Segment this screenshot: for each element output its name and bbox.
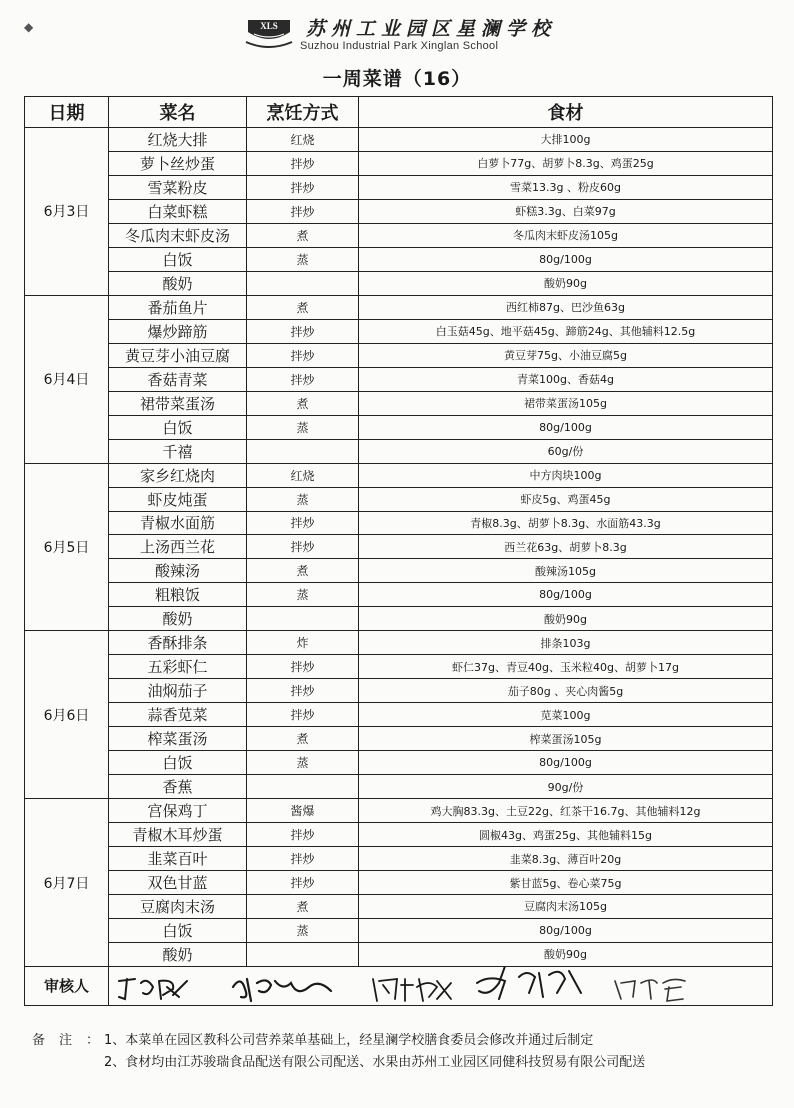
- signature-4: [469, 966, 589, 1005]
- dish-name: 香酥排条: [109, 631, 247, 655]
- dish-name: 榨菜蛋汤: [109, 727, 247, 751]
- cooking-method: 拌炒: [247, 871, 359, 895]
- cooking-method: 拌炒: [247, 823, 359, 847]
- signature-2: [227, 973, 337, 1003]
- table-header-row: [25, 97, 773, 128]
- dish-name: 家乡红烧肉: [109, 463, 247, 487]
- dish-name: 冬瓜肉末虾皮汤: [109, 223, 247, 247]
- ingredients: 虾糕3.3g、白菜97g: [359, 199, 773, 223]
- cooking-method: 红烧: [247, 463, 359, 487]
- dish-name: 五彩虾仁: [109, 655, 247, 679]
- day-date: 6月5日: [25, 463, 109, 631]
- ingredients: 黄豆芽75g、小油豆腐5g: [359, 343, 773, 367]
- ingredients: 中方肉块100g: [359, 463, 773, 487]
- menu-row: [25, 847, 773, 871]
- ingredients: 冬瓜肉末虾皮汤105g: [359, 223, 773, 247]
- menu-row: [25, 942, 773, 966]
- dish-name: 双色甘蓝: [109, 871, 247, 895]
- dish-name: 青椒木耳炒蛋: [109, 823, 247, 847]
- menu-row: [25, 583, 773, 607]
- cooking-method: 红烧: [247, 128, 359, 152]
- dish-name: 韭菜百叶: [109, 847, 247, 871]
- review-label: 审核人: [25, 966, 109, 1005]
- dish-name: 酸奶: [109, 607, 247, 631]
- ingredients: 80g/100g: [359, 918, 773, 942]
- corner-mark: ◆: [24, 20, 34, 34]
- cooking-method: 煮: [247, 295, 359, 319]
- cooking-method: 拌炒: [247, 703, 359, 727]
- menu-row: [25, 487, 773, 511]
- ingredients: 鸡大胸83.3g、土豆22g、红茶干16.7g、其他辅料12g: [359, 799, 773, 823]
- ingredients: 虾皮5g、鸡蛋45g: [359, 487, 773, 511]
- ingredients: 大排100g: [359, 128, 773, 152]
- menu-row: [25, 247, 773, 271]
- ingredients: 80g/100g: [359, 415, 773, 439]
- ingredients: 排条103g: [359, 631, 773, 655]
- menu-body: [25, 128, 773, 967]
- day-date: 6月3日: [25, 128, 109, 296]
- ingredients: 西红柿87g、巴沙鱼63g: [359, 295, 773, 319]
- menu-row: [25, 511, 773, 535]
- cooking-method: [247, 439, 359, 463]
- dish-name: 宫保鸡丁: [109, 799, 247, 823]
- menu-row: [25, 151, 773, 175]
- ingredients: 紫甘蓝5g、卷心菜75g: [359, 871, 773, 895]
- review-row: [25, 966, 773, 1005]
- col-header-dish: 菜名: [109, 97, 247, 128]
- ingredients: 豆腐肉末汤105g: [359, 895, 773, 919]
- menu-row: [25, 295, 773, 319]
- dish-name: 白饭: [109, 247, 247, 271]
- dish-name: 白菜虾糕: [109, 199, 247, 223]
- cooking-method: 煮: [247, 559, 359, 583]
- menu-row: [25, 607, 773, 631]
- cooking-method: 蒸: [247, 583, 359, 607]
- ingredients: 酸奶90g: [359, 607, 773, 631]
- cooking-method: 蒸: [247, 918, 359, 942]
- cooking-method: 拌炒: [247, 679, 359, 703]
- dish-name: 酸奶: [109, 942, 247, 966]
- cooking-method: 拌炒: [247, 199, 359, 223]
- ingredients: 酸奶90g: [359, 942, 773, 966]
- dish-name: 裙带菜蛋汤: [109, 391, 247, 415]
- signature-3: [367, 973, 457, 1003]
- cooking-method: 蒸: [247, 415, 359, 439]
- menu-row: [25, 271, 773, 295]
- ingredients: 酸辣汤105g: [359, 559, 773, 583]
- notes-label: 备注：: [32, 1033, 114, 1048]
- cooking-method: 蒸: [247, 247, 359, 271]
- menu-row: [25, 823, 773, 847]
- dish-name: 油焖茄子: [109, 679, 247, 703]
- cooking-method: 煮: [247, 895, 359, 919]
- col-header-ingredients: 食材: [359, 97, 773, 128]
- dish-name: 萝卜丝炒蛋: [109, 151, 247, 175]
- cooking-method: 拌炒: [247, 319, 359, 343]
- menu-row: [25, 895, 773, 919]
- school-logo-icon: [244, 16, 294, 50]
- ingredients: 白玉菇45g、地平菇45g、蹄筋24g、其他辅料12.5g: [359, 319, 773, 343]
- cooking-method: 拌炒: [247, 535, 359, 559]
- dish-name: 红烧大排: [109, 128, 247, 152]
- note-item: 2、食材均由江苏骏瑞食品配送有限公司配送、水果由苏州工业园区同健科技贸易有限公司配送: [104, 1055, 646, 1070]
- ingredients: 80g/100g: [359, 583, 773, 607]
- ingredients: 80g/100g: [359, 751, 773, 775]
- dish-name: 香蕉: [109, 775, 247, 799]
- cooking-method: 煮: [247, 391, 359, 415]
- menu-row: [25, 918, 773, 942]
- cooking-method: 拌炒: [247, 343, 359, 367]
- ingredients: 虾仁37g、青豆40g、玉米粒40g、胡萝卜17g: [359, 655, 773, 679]
- dish-name: 番茄鱼片: [109, 295, 247, 319]
- col-header-date: 日期: [25, 97, 109, 128]
- day-date: 6月4日: [25, 295, 109, 463]
- menu-row: [25, 655, 773, 679]
- weekly-menu-table: [24, 96, 773, 1006]
- menu-row: [25, 799, 773, 823]
- ingredients: 圆椒43g、鸡蛋25g、其他辅料15g: [359, 823, 773, 847]
- dish-name: 白饭: [109, 751, 247, 775]
- menu-row: [25, 319, 773, 343]
- cooking-method: 拌炒: [247, 847, 359, 871]
- dish-name: 酸辣汤: [109, 559, 247, 583]
- signature-1: [113, 973, 193, 1003]
- menu-row: [25, 535, 773, 559]
- menu-row: [25, 199, 773, 223]
- menu-row: [25, 128, 773, 152]
- dish-name: 白饭: [109, 918, 247, 942]
- ingredients: 榨菜蛋汤105g: [359, 727, 773, 751]
- menu-row: [25, 439, 773, 463]
- dish-name: 千禧: [109, 439, 247, 463]
- menu-row: [25, 415, 773, 439]
- school-name-cn: 苏州工业园区星澜学校: [306, 18, 557, 40]
- ingredients: 韭菜8.3g、薄百叶20g: [359, 847, 773, 871]
- cooking-method: 蒸: [247, 487, 359, 511]
- dish-name: 雪菜粉皮: [109, 175, 247, 199]
- day-date: 6月6日: [25, 631, 109, 799]
- menu-row: [25, 223, 773, 247]
- cooking-method: 拌炒: [247, 151, 359, 175]
- signature-5: [609, 973, 699, 1003]
- dish-name: 蒜香苋菜: [109, 703, 247, 727]
- dish-name: 粗粮饭: [109, 583, 247, 607]
- cooking-method: 蒸: [247, 751, 359, 775]
- ingredients: 苋菜100g: [359, 703, 773, 727]
- dish-name: 青椒水面筋: [109, 511, 247, 535]
- ingredients: 90g/份: [359, 775, 773, 799]
- dish-name: 虾皮炖蛋: [109, 487, 247, 511]
- menu-row: [25, 343, 773, 367]
- menu-row: [25, 175, 773, 199]
- dish-name: 爆炒蹄筋: [109, 319, 247, 343]
- svg-text:XLS: XLS: [260, 21, 278, 31]
- ingredients: 80g/100g: [359, 247, 773, 271]
- cooking-method: 拌炒: [247, 367, 359, 391]
- ingredients: 白萝卜77g、胡萝卜8.3g、鸡蛋25g: [359, 151, 773, 175]
- cooking-method: 煮: [247, 223, 359, 247]
- ingredients: 茄子80g 、夹心肉酱5g: [359, 679, 773, 703]
- menu-title: 一周菜谱（16）: [322, 68, 472, 90]
- dish-name: 上汤西兰花: [109, 535, 247, 559]
- dish-name: 香菇青菜: [109, 367, 247, 391]
- cooking-method: [247, 271, 359, 295]
- cooking-method: 拌炒: [247, 511, 359, 535]
- cooking-method: 炸: [247, 631, 359, 655]
- cooking-method: 拌炒: [247, 655, 359, 679]
- cooking-method: 煮: [247, 727, 359, 751]
- menu-row: [25, 559, 773, 583]
- ingredients: 青椒8.3g、胡萝卜8.3g、水面筋43.3g: [359, 511, 773, 535]
- menu-row: [25, 631, 773, 655]
- dish-name: 白饭: [109, 415, 247, 439]
- ingredients: 酸奶90g: [359, 271, 773, 295]
- cooking-method: [247, 942, 359, 966]
- ingredients: 60g/份: [359, 439, 773, 463]
- school-header: [0, 12, 794, 56]
- menu-row: [25, 679, 773, 703]
- menu-row: [25, 727, 773, 751]
- dish-name: 豆腐肉末汤: [109, 895, 247, 919]
- ingredients: 青菜100g、香菇4g: [359, 367, 773, 391]
- ingredients: 西兰花63g、胡萝卜8.3g: [359, 535, 773, 559]
- menu-row: [25, 775, 773, 799]
- menu-row: [25, 871, 773, 895]
- menu-row: [25, 367, 773, 391]
- dish-name: 黄豆芽小油豆腐: [109, 343, 247, 367]
- cooking-method: [247, 775, 359, 799]
- cooking-method: 拌炒: [247, 175, 359, 199]
- menu-row: [25, 751, 773, 775]
- col-header-method: 烹饪方式: [247, 97, 359, 128]
- menu-row: [25, 463, 773, 487]
- menu-row: [25, 703, 773, 727]
- cooking-method: [247, 607, 359, 631]
- day-date: 6月7日: [25, 799, 109, 967]
- school-name-en: Suzhou Industrial Park Xinglan School: [300, 40, 499, 52]
- cooking-method: 酱爆: [247, 799, 359, 823]
- menu-row: [25, 391, 773, 415]
- dish-name: 酸奶: [109, 271, 247, 295]
- signature-area: [109, 966, 773, 1005]
- ingredients: 雪菜13.3g 、粉皮60g: [359, 175, 773, 199]
- note-item: 1、本菜单在园区教科公司营养菜单基础上，经星澜学校膳食委员会修改并通过后制定: [104, 1033, 594, 1048]
- ingredients: 裙带菜蛋汤105g: [359, 391, 773, 415]
